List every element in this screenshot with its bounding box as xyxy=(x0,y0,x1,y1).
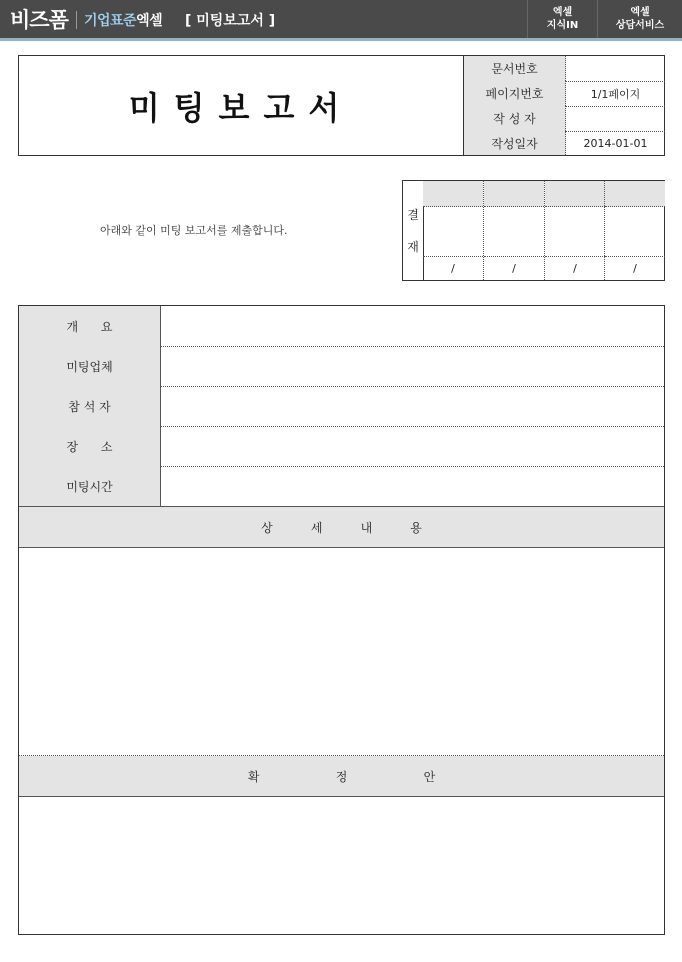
form-row-company xyxy=(19,346,664,387)
location-field[interactable] xyxy=(161,426,664,466)
brand-logo[interactable]: 비즈폼 xyxy=(10,8,68,32)
approval-slot-3[interactable] xyxy=(544,181,605,280)
meta-label: 문서번호 xyxy=(464,56,566,81)
meta-value-date[interactable]: 2014-01-01 xyxy=(583,136,648,150)
meta-label: 작 성 자 xyxy=(464,106,566,131)
attendees-field[interactable] xyxy=(161,386,664,426)
document-tag: [ 미팅보고서 ] xyxy=(185,13,276,29)
brand-subtitle[interactable] xyxy=(84,10,162,30)
meta-row-page-number xyxy=(464,81,665,107)
form-row-overview xyxy=(19,306,664,347)
meta-row-doc-number xyxy=(464,56,665,82)
document-header xyxy=(18,55,665,156)
brand-divider xyxy=(76,11,77,29)
approval-date-cell[interactable]: / xyxy=(545,256,605,280)
meta-value-page-number[interactable]: 1/1페이지 xyxy=(590,87,641,101)
approval-slot-4[interactable] xyxy=(604,181,665,280)
excel-consult-button[interactable] xyxy=(597,0,682,38)
form-label: 참 석 자 xyxy=(19,386,161,426)
company-field[interactable] xyxy=(161,346,664,386)
form-row-location xyxy=(19,426,664,467)
form-row-attendees xyxy=(19,386,664,427)
approval-date-cell[interactable]: / xyxy=(484,256,544,280)
details-content-area[interactable] xyxy=(19,548,664,756)
meta-value-author[interactable] xyxy=(566,106,665,131)
approval-slot-1[interactable] xyxy=(423,181,483,280)
meeting-form xyxy=(18,305,665,935)
brand-subtitle-white: 엑셀 xyxy=(136,13,163,29)
meta-label: 작성일자 xyxy=(464,131,566,155)
button-line1: 엑셀 xyxy=(630,7,650,18)
overview-field[interactable] xyxy=(161,306,664,346)
form-label: 미팅시간 xyxy=(19,466,161,506)
intro-text: 아래와 같이 미팅 보고서를 제출합니다. xyxy=(100,224,288,237)
details-section-header: 상 세 내 용 xyxy=(19,507,664,548)
page-title: 미팅보고서 xyxy=(128,88,354,127)
approval-box xyxy=(402,180,665,281)
approval-title-cell[interactable] xyxy=(545,181,605,207)
brand-subtitle-blue: 기업표준 xyxy=(84,13,137,29)
confirm-content-area[interactable] xyxy=(19,797,664,934)
button-line1: 엑셀 xyxy=(552,7,573,18)
approval-label-bottom: 재 xyxy=(407,239,419,254)
approval-date-cell[interactable]: / xyxy=(423,256,483,280)
meta-row-author xyxy=(464,106,665,132)
form-label: 미팅업체 xyxy=(19,346,161,386)
approval-slot-2[interactable] xyxy=(483,181,544,280)
button-line2: 지식IN xyxy=(546,20,579,31)
meta-value-doc-number[interactable] xyxy=(566,56,665,81)
excel-knowledge-button[interactable] xyxy=(527,0,597,38)
approval-date-cell[interactable]: / xyxy=(605,256,665,280)
banner-accent-line xyxy=(0,38,682,41)
form-label: 개 요 xyxy=(19,306,161,346)
approval-title-cell[interactable] xyxy=(605,181,665,207)
meta-label: 페이지번호 xyxy=(464,81,566,106)
approval-label xyxy=(403,181,424,280)
time-field[interactable] xyxy=(161,466,664,506)
confirm-section-header: 확 정 안 xyxy=(19,756,664,797)
approval-label-top: 결 xyxy=(407,207,419,222)
form-row-time xyxy=(19,466,664,507)
form-label: 장 소 xyxy=(19,426,161,466)
top-banner xyxy=(0,0,682,38)
approval-title-cell[interactable] xyxy=(423,181,483,207)
approval-title-cell[interactable] xyxy=(484,181,544,207)
meta-row-date xyxy=(464,131,665,155)
button-line2: 상담서비스 xyxy=(615,20,665,31)
document-meta-table xyxy=(463,56,665,155)
